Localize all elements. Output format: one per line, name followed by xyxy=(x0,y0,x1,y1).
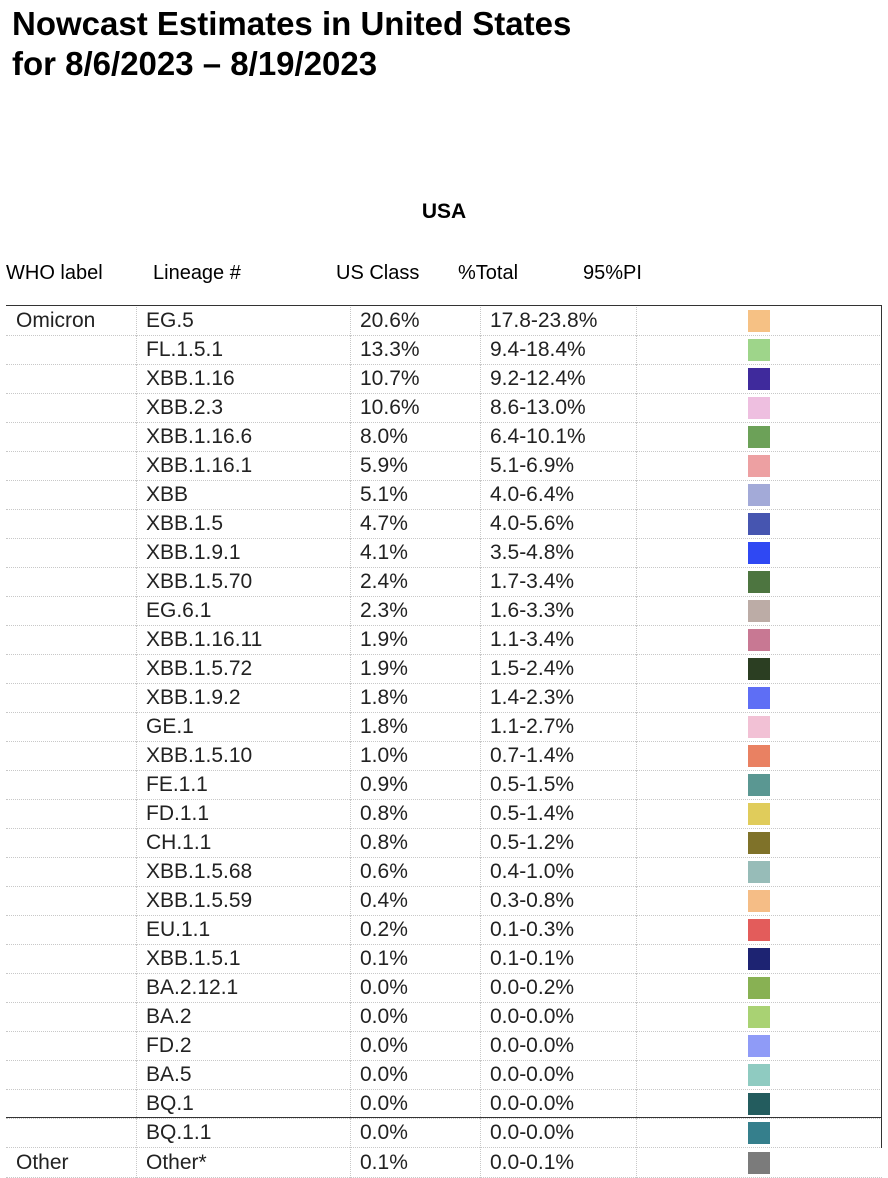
column-divider xyxy=(480,481,481,510)
interval-cell: 0.0-0.0% xyxy=(490,1034,575,1057)
table-row xyxy=(6,1032,882,1061)
who-label-cell: Omicron xyxy=(16,309,96,332)
percent-total-cell: 8.0% xyxy=(360,425,408,448)
column-divider xyxy=(636,684,637,713)
interval-cell: 0.0-0.0% xyxy=(490,1005,575,1028)
column-divider xyxy=(480,887,481,916)
table-row xyxy=(6,684,882,713)
column-divider xyxy=(636,829,637,858)
column-divider xyxy=(136,1119,137,1148)
column-divider xyxy=(136,974,137,1003)
column-divider xyxy=(480,1090,481,1119)
column-divider xyxy=(136,858,137,887)
column-divider xyxy=(136,684,137,713)
interval-cell: 4.0-5.6% xyxy=(490,512,575,535)
table-row xyxy=(6,307,882,336)
lineage-cell: Other* xyxy=(146,1151,207,1174)
color-swatch xyxy=(748,571,770,593)
column-divider xyxy=(480,394,481,423)
color-swatch xyxy=(748,977,770,999)
percent-total-cell: 0.4% xyxy=(360,889,408,912)
interval-cell: 1.1-3.4% xyxy=(490,628,575,651)
column-divider xyxy=(350,887,351,916)
table-row xyxy=(6,336,882,365)
column-divider xyxy=(350,1090,351,1119)
column-divider xyxy=(636,1061,637,1090)
lineage-cell: XBB.1.9.1 xyxy=(146,541,241,564)
color-swatch xyxy=(748,890,770,912)
percent-total-cell: 0.8% xyxy=(360,802,408,825)
column-divider xyxy=(136,510,137,539)
lineage-cell: FD.2 xyxy=(146,1034,192,1057)
column-divider xyxy=(350,481,351,510)
column-divider xyxy=(636,510,637,539)
column-divider xyxy=(636,1032,637,1061)
column-divider xyxy=(136,1061,137,1090)
color-swatch xyxy=(748,1093,770,1115)
color-swatch xyxy=(748,426,770,448)
table-right-border xyxy=(881,305,882,1148)
color-swatch xyxy=(748,658,770,680)
color-swatch xyxy=(748,948,770,970)
interval-cell: 0.7-1.4% xyxy=(490,744,575,767)
interval-cell: 1.5-2.4% xyxy=(490,657,575,680)
color-swatch xyxy=(748,803,770,825)
color-swatch xyxy=(748,368,770,390)
column-divider xyxy=(136,365,137,394)
interval-cell: 0.1-0.1% xyxy=(490,947,575,970)
percent-total-cell: 0.1% xyxy=(360,947,408,970)
interval-cell: 1.7-3.4% xyxy=(490,570,575,593)
column-divider xyxy=(350,539,351,568)
column-divider xyxy=(350,510,351,539)
table-row xyxy=(6,597,882,626)
who-label-cell: Other xyxy=(16,1151,69,1174)
column-divider xyxy=(480,713,481,742)
column-divider xyxy=(636,1119,637,1148)
column-divider xyxy=(480,365,481,394)
percent-total-cell: 0.9% xyxy=(360,773,408,796)
table-row xyxy=(6,858,882,887)
column-divider xyxy=(136,742,137,771)
table-row xyxy=(6,1090,882,1119)
lineage-cell: BA.2 xyxy=(146,1005,192,1028)
column-divider xyxy=(350,626,351,655)
lineage-cell: XBB.2.3 xyxy=(146,396,224,419)
column-divider xyxy=(136,1032,137,1061)
column-divider xyxy=(350,1003,351,1032)
lineage-cell: XBB.1.16.6 xyxy=(146,425,253,448)
percent-total-cell: 2.4% xyxy=(360,570,408,593)
interval-cell: 0.0-0.0% xyxy=(490,1063,575,1086)
column-divider xyxy=(350,597,351,626)
title-line-2: for 8/6/2023 – 8/19/2023 xyxy=(12,45,378,82)
column-divider xyxy=(636,945,637,974)
lineage-cell: XBB xyxy=(146,483,189,506)
column-divider xyxy=(480,336,481,365)
color-swatch xyxy=(748,600,770,622)
column-divider xyxy=(636,800,637,829)
column-divider xyxy=(350,452,351,481)
table-row xyxy=(6,568,882,597)
percent-total-cell: 10.6% xyxy=(360,396,420,419)
percent-total-cell: 0.0% xyxy=(360,1121,408,1144)
interval-cell: 0.1-0.3% xyxy=(490,918,575,941)
table-row xyxy=(6,626,882,655)
percent-total-cell: 1.9% xyxy=(360,628,408,651)
column-divider xyxy=(136,539,137,568)
percent-total-cell: 1.8% xyxy=(360,686,408,709)
color-swatch xyxy=(748,542,770,564)
color-swatch xyxy=(748,1006,770,1028)
column-divider xyxy=(136,336,137,365)
column-divider xyxy=(350,742,351,771)
column-divider xyxy=(136,945,137,974)
lineage-cell: XBB.1.9.2 xyxy=(146,686,241,709)
table-row xyxy=(6,539,882,568)
table-row xyxy=(6,974,882,1003)
column-divider xyxy=(350,1149,351,1178)
percent-total-cell: 0.0% xyxy=(360,1092,408,1115)
column-divider xyxy=(636,655,637,684)
column-divider xyxy=(136,481,137,510)
column-divider xyxy=(480,452,481,481)
table-row xyxy=(6,829,882,858)
table-row xyxy=(6,771,882,800)
percent-total-cell: 0.0% xyxy=(360,1063,408,1086)
column-divider xyxy=(350,684,351,713)
column-divider xyxy=(636,771,637,800)
percent-total-cell: 5.9% xyxy=(360,454,408,477)
lineage-cell: EU.1.1 xyxy=(146,918,211,941)
column-divider xyxy=(480,916,481,945)
column-divider xyxy=(136,887,137,916)
percent-total-cell: 0.1% xyxy=(360,1151,408,1174)
column-divider xyxy=(636,539,637,568)
column-divider xyxy=(480,1032,481,1061)
region-label: USA xyxy=(421,200,467,223)
column-divider xyxy=(636,423,637,452)
column-divider xyxy=(136,423,137,452)
interval-cell: 0.0-0.1% xyxy=(490,1151,575,1174)
lineage-cell: BQ.1 xyxy=(146,1092,194,1115)
column-divider xyxy=(636,626,637,655)
percent-total-cell: 5.1% xyxy=(360,483,408,506)
column-divider xyxy=(636,394,637,423)
column-divider xyxy=(136,626,137,655)
lineage-cell: XBB.1.16 xyxy=(146,367,235,390)
percent-total-cell: 4.7% xyxy=(360,512,408,535)
column-divider xyxy=(350,1061,351,1090)
lineage-cell: BA.2.12.1 xyxy=(146,976,239,999)
column-divider xyxy=(350,394,351,423)
column-divider xyxy=(350,858,351,887)
column-divider xyxy=(136,1149,137,1178)
column-divider xyxy=(480,539,481,568)
title-line-1: Nowcast Estimates in United States xyxy=(12,5,572,42)
percent-total-cell: 1.8% xyxy=(360,715,408,738)
table-row xyxy=(6,655,882,684)
lineage-cell: CH.1.1 xyxy=(146,831,212,854)
column-divider xyxy=(136,307,137,336)
color-swatch xyxy=(748,919,770,941)
column-divider xyxy=(636,1090,637,1119)
column-divider xyxy=(480,974,481,1003)
interval-cell: 3.5-4.8% xyxy=(490,541,575,564)
interval-cell: 6.4-10.1% xyxy=(490,425,586,448)
interval-cell: 0.0-0.0% xyxy=(490,1121,575,1144)
color-swatch xyxy=(748,745,770,767)
percent-total-cell: 0.0% xyxy=(360,1034,408,1057)
lineage-cell: XBB.1.16.1 xyxy=(146,454,253,477)
column-divider xyxy=(350,1032,351,1061)
percent-total-cell: 0.2% xyxy=(360,918,408,941)
column-divider xyxy=(636,336,637,365)
color-swatch xyxy=(748,339,770,361)
interval-cell: 5.1-6.9% xyxy=(490,454,575,477)
table-row xyxy=(6,481,882,510)
column-divider xyxy=(480,945,481,974)
column-divider xyxy=(350,800,351,829)
column-divider xyxy=(350,568,351,597)
interval-cell: 0.5-1.4% xyxy=(490,802,575,825)
interval-cell: 0.5-1.2% xyxy=(490,831,575,854)
column-divider xyxy=(636,481,637,510)
column-divider xyxy=(136,829,137,858)
color-swatch xyxy=(748,1122,770,1144)
table-body xyxy=(6,307,882,1178)
table-top-rule xyxy=(6,305,882,306)
column-divider xyxy=(636,974,637,1003)
column-divider xyxy=(480,858,481,887)
lineage-cell: EG.5 xyxy=(146,309,194,332)
column-divider xyxy=(480,626,481,655)
lineage-cell: GE.1 xyxy=(146,715,194,738)
column-divider xyxy=(480,771,481,800)
column-divider xyxy=(350,771,351,800)
lineage-cell: XBB.1.5.1 xyxy=(146,947,241,970)
column-divider xyxy=(636,365,637,394)
column-divider xyxy=(480,423,481,452)
column-divider xyxy=(350,945,351,974)
column-divider xyxy=(480,684,481,713)
lineage-cell: XBB.1.5.68 xyxy=(146,860,253,883)
column-divider xyxy=(350,974,351,1003)
color-swatch xyxy=(748,397,770,419)
column-divider xyxy=(636,858,637,887)
column-divider xyxy=(136,1090,137,1119)
color-swatch xyxy=(748,832,770,854)
interval-cell: 0.3-0.8% xyxy=(490,889,575,912)
column-divider xyxy=(480,1003,481,1032)
interval-cell: 9.4-18.4% xyxy=(490,338,586,361)
percent-total-cell: 0.0% xyxy=(360,1005,408,1028)
header-us-class: US Class xyxy=(336,262,420,284)
column-divider xyxy=(636,742,637,771)
interval-cell: 0.0-0.2% xyxy=(490,976,575,999)
lineage-cell: XBB.1.5.10 xyxy=(146,744,253,767)
color-swatch xyxy=(748,513,770,535)
color-swatch xyxy=(748,716,770,738)
interval-cell: 17.8-23.8% xyxy=(490,309,598,332)
interval-cell: 8.6-13.0% xyxy=(490,396,586,419)
column-divider xyxy=(350,365,351,394)
table-row xyxy=(6,1119,882,1148)
column-divider xyxy=(136,771,137,800)
table-row xyxy=(6,945,882,974)
column-divider xyxy=(136,597,137,626)
percent-total-cell: 0.6% xyxy=(360,860,408,883)
column-divider xyxy=(136,655,137,684)
lineage-cell: EG.6.1 xyxy=(146,599,212,622)
table-row xyxy=(6,365,882,394)
color-swatch xyxy=(748,1064,770,1086)
lineage-cell: FL.1.5.1 xyxy=(146,338,224,361)
lineage-cell: XBB.1.5 xyxy=(146,512,224,535)
column-divider xyxy=(136,1003,137,1032)
color-swatch xyxy=(748,774,770,796)
page-title xyxy=(12,4,571,84)
column-divider xyxy=(136,800,137,829)
table-row xyxy=(6,916,882,945)
column-divider xyxy=(136,394,137,423)
percent-total-cell: 1.0% xyxy=(360,744,408,767)
lineage-cell: BQ.1.1 xyxy=(146,1121,212,1144)
column-divider xyxy=(636,597,637,626)
interval-cell: 1.1-2.7% xyxy=(490,715,575,738)
color-swatch xyxy=(748,629,770,651)
column-divider xyxy=(350,307,351,336)
column-divider xyxy=(636,1003,637,1032)
column-divider xyxy=(636,887,637,916)
lineage-cell: XBB.1.5.72 xyxy=(146,657,253,680)
column-divider xyxy=(136,713,137,742)
lineage-cell: XBB.1.5.59 xyxy=(146,889,253,912)
column-divider xyxy=(636,916,637,945)
interval-cell: 0.0-0.0% xyxy=(490,1092,575,1115)
table-row xyxy=(6,452,882,481)
table-row xyxy=(6,1149,882,1178)
color-swatch xyxy=(748,310,770,332)
interval-cell: 1.6-3.3% xyxy=(490,599,575,622)
color-swatch xyxy=(748,484,770,506)
column-divider xyxy=(480,829,481,858)
header-lineage: Lineage # xyxy=(153,262,241,284)
column-divider xyxy=(636,568,637,597)
color-swatch xyxy=(748,687,770,709)
color-swatch xyxy=(748,455,770,477)
column-divider xyxy=(136,452,137,481)
column-divider xyxy=(480,597,481,626)
column-divider xyxy=(350,1119,351,1148)
column-divider xyxy=(480,742,481,771)
table-row xyxy=(6,887,882,916)
table-row xyxy=(6,394,882,423)
table-row xyxy=(6,1061,882,1090)
table-row xyxy=(6,742,882,771)
column-divider xyxy=(636,452,637,481)
table-row xyxy=(6,800,882,829)
column-divider xyxy=(350,713,351,742)
header-95pi: 95%PI xyxy=(583,262,642,284)
percent-total-cell: 0.0% xyxy=(360,976,408,999)
lineage-cell: XBB.1.5.70 xyxy=(146,570,253,593)
column-divider xyxy=(350,829,351,858)
column-divider xyxy=(136,568,137,597)
column-divider xyxy=(480,1149,481,1178)
table-row xyxy=(6,1003,882,1032)
lineage-cell: BA.5 xyxy=(146,1063,192,1086)
column-divider xyxy=(480,510,481,539)
lineage-cell: XBB.1.16.11 xyxy=(146,628,263,651)
interval-cell: 4.0-6.4% xyxy=(490,483,575,506)
table-row xyxy=(6,423,882,452)
column-divider xyxy=(480,1119,481,1148)
header-who-label: WHO label xyxy=(6,262,103,284)
interval-cell: 1.4-2.3% xyxy=(490,686,575,709)
header-total: %Total xyxy=(458,262,519,284)
percent-total-cell: 20.6% xyxy=(360,309,420,332)
color-swatch xyxy=(748,1152,770,1174)
color-swatch xyxy=(748,1035,770,1057)
column-divider xyxy=(480,655,481,684)
interval-cell: 0.5-1.5% xyxy=(490,773,575,796)
table-row xyxy=(6,713,882,742)
percent-total-cell: 10.7% xyxy=(360,367,420,390)
lineage-cell: FE.1.1 xyxy=(146,773,208,796)
column-divider xyxy=(136,916,137,945)
column-divider xyxy=(480,800,481,829)
column-divider xyxy=(350,423,351,452)
color-swatch xyxy=(748,861,770,883)
percent-total-cell: 1.9% xyxy=(360,657,408,680)
column-divider xyxy=(350,916,351,945)
interval-cell: 9.2-12.4% xyxy=(490,367,586,390)
percent-total-cell: 2.3% xyxy=(360,599,408,622)
column-divider xyxy=(480,1061,481,1090)
column-divider xyxy=(636,713,637,742)
table-other-divider xyxy=(6,1117,882,1118)
interval-cell: 0.4-1.0% xyxy=(490,860,575,883)
lineage-cell: FD.1.1 xyxy=(146,802,210,825)
column-divider xyxy=(636,1149,637,1178)
column-divider xyxy=(636,307,637,336)
column-divider xyxy=(350,655,351,684)
column-divider xyxy=(480,568,481,597)
percent-total-cell: 0.8% xyxy=(360,831,408,854)
percent-total-cell: 4.1% xyxy=(360,541,408,564)
column-divider xyxy=(480,307,481,336)
column-divider xyxy=(350,336,351,365)
table-row xyxy=(6,510,882,539)
percent-total-cell: 13.3% xyxy=(360,338,420,361)
